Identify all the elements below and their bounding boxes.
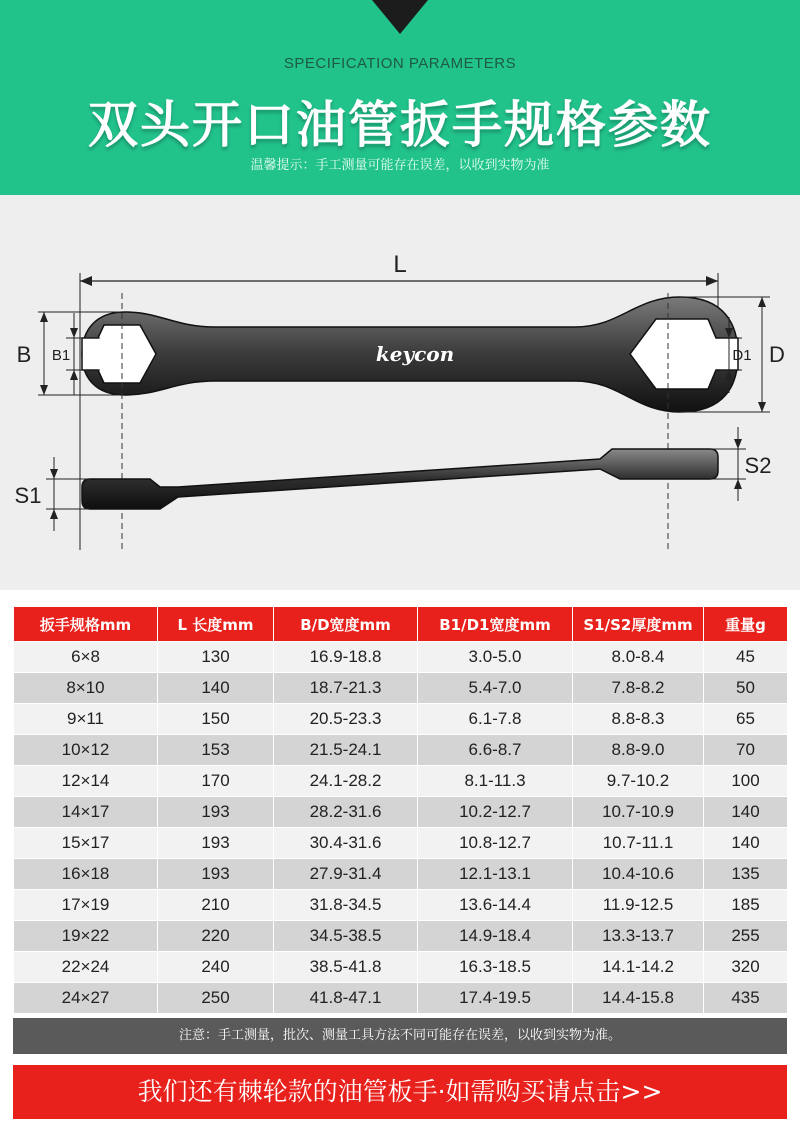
- table-cell: 12×14: [14, 766, 158, 797]
- table-cell: 255: [704, 921, 788, 952]
- table-cell: 30.4-31.6: [274, 828, 418, 859]
- label-b: B: [16, 342, 32, 367]
- table-cell: 16.3-18.5: [418, 952, 573, 983]
- table-cell: 193: [158, 828, 274, 859]
- table-row: [14, 828, 788, 859]
- table-cell: 38.5-41.8: [274, 952, 418, 983]
- table-cell: 135: [704, 859, 788, 890]
- table-cell: 31.8-34.5: [274, 890, 418, 921]
- table-cell: 10×12: [14, 735, 158, 766]
- table-cell: 130: [158, 642, 274, 673]
- table-row: [14, 983, 788, 1014]
- table-cell: 34.5-38.5: [274, 921, 418, 952]
- table-cell: 15×17: [14, 828, 158, 859]
- wrench-diagram: [0, 195, 800, 590]
- dimension-s1: [15, 457, 90, 531]
- table-header-cell: B1/D1宽度mm: [418, 607, 573, 642]
- label-s1: S1: [14, 483, 42, 508]
- table-cell: 185: [704, 890, 788, 921]
- table-cell: 14.1-14.2: [573, 952, 704, 983]
- table-cell: 320: [704, 952, 788, 983]
- page-title: 双头开口油管扳手规格参数: [88, 96, 712, 154]
- table-header-cell: L 长度mm: [158, 607, 274, 642]
- table-cell: 10.7-10.9: [573, 797, 704, 828]
- spec-section: [0, 590, 800, 1131]
- table-cell: 22×24: [14, 952, 158, 983]
- table-row: [14, 735, 788, 766]
- table-row: [14, 704, 788, 735]
- table-cell: 8.1-11.3: [418, 766, 573, 797]
- table-cell: 12.1-13.1: [418, 859, 573, 890]
- table-cell: 41.8-47.1: [274, 983, 418, 1014]
- label-d: D: [769, 342, 785, 367]
- table-header-cell: 重量g: [704, 607, 788, 642]
- header: [0, 0, 800, 195]
- table-row: [14, 642, 788, 673]
- table-cell: 100: [704, 766, 788, 797]
- table-cell: 140: [704, 797, 788, 828]
- dimension-l: [80, 251, 718, 550]
- table-cell: 140: [704, 828, 788, 859]
- table-cell: 8.8-9.0: [573, 735, 704, 766]
- table-cell: 240: [158, 952, 274, 983]
- table-cell: 16.9-18.8: [274, 642, 418, 673]
- wrench-side-view: [82, 449, 718, 509]
- table-cell: 150: [158, 704, 274, 735]
- table-header-cell: B/D宽度mm: [274, 607, 418, 642]
- table-row: [14, 921, 788, 952]
- table-cell: 140: [158, 673, 274, 704]
- table-cell: 10.7-11.1: [573, 828, 704, 859]
- table-cell: 13.3-13.7: [573, 921, 704, 952]
- table-row: [14, 797, 788, 828]
- table-cell: 9.7-10.2: [573, 766, 704, 797]
- wrench-drawing: [0, 195, 800, 590]
- brand-logo: keycon: [375, 342, 455, 366]
- table-cell: 193: [158, 859, 274, 890]
- table-cell: 65: [704, 704, 788, 735]
- table-cell: 8.8-8.3: [573, 704, 704, 735]
- table-cell: 3.0-5.0: [418, 642, 573, 673]
- table-cell: 17.4-19.5: [418, 983, 573, 1014]
- table-header-row: [14, 607, 788, 642]
- table-cell: 435: [704, 983, 788, 1014]
- table-cell: 13.6-14.4: [418, 890, 573, 921]
- table-cell: 153: [158, 735, 274, 766]
- ratchet-promo-banner[interactable]: 我们还有棘轮款的油管板手·如需购买请点击>>: [13, 1065, 787, 1119]
- table-cell: 6.6-8.7: [418, 735, 573, 766]
- table-cell: 9×11: [14, 704, 158, 735]
- table-cell: 27.9-31.4: [274, 859, 418, 890]
- measurement-note: 注意：手工测量，批次、测量工具方法不同可能存在误差，以收到实物为准。: [13, 1018, 787, 1054]
- table-cell: 6.1-7.8: [418, 704, 573, 735]
- table-cell: 16×18: [14, 859, 158, 890]
- table-cell: 20.5-23.3: [274, 704, 418, 735]
- table-cell: 21.5-24.1: [274, 735, 418, 766]
- table-row: [14, 859, 788, 890]
- table-header-cell: 扳手规格mm: [14, 607, 158, 642]
- table-cell: 24.1-28.2: [274, 766, 418, 797]
- label-l: L: [393, 251, 407, 278]
- label-d1: D1: [732, 347, 752, 364]
- table-cell: 50: [704, 673, 788, 704]
- table-cell: 10.8-12.7: [418, 828, 573, 859]
- top-notch-decoration: [372, 0, 428, 34]
- subtitle-en: SPECIFICATION PARAMETERS: [283, 55, 517, 72]
- table-cell: 220: [158, 921, 274, 952]
- table-cell: 14.4-15.8: [573, 983, 704, 1014]
- table-cell: 14.9-18.4: [418, 921, 573, 952]
- table-cell: 8.0-8.4: [573, 642, 704, 673]
- table-row: [14, 952, 788, 983]
- table-cell: 10.4-10.6: [573, 859, 704, 890]
- table-cell: 8×10: [14, 673, 158, 704]
- table-cell: 210: [158, 890, 274, 921]
- table-cell: 6×8: [14, 642, 158, 673]
- table-header-cell: S1/S2厚度mm: [573, 607, 704, 642]
- label-s2: S2: [744, 453, 772, 478]
- table-row: [14, 673, 788, 704]
- table-cell: 10.2-12.7: [418, 797, 573, 828]
- table-cell: 170: [158, 766, 274, 797]
- table-body: [14, 642, 788, 1014]
- table-cell: 24×27: [14, 983, 158, 1014]
- table-cell: 14×17: [14, 797, 158, 828]
- table-cell: 7.8-8.2: [573, 673, 704, 704]
- wrench-top-view: [82, 297, 738, 412]
- table-row: [14, 766, 788, 797]
- table-cell: 45: [704, 642, 788, 673]
- spec-table: [13, 606, 788, 1014]
- table-cell: 5.4-7.0: [418, 673, 573, 704]
- table-cell: 11.9-12.5: [573, 890, 704, 921]
- table-cell: 19×22: [14, 921, 158, 952]
- label-b1: B1: [51, 347, 71, 364]
- table-cell: 250: [158, 983, 274, 1014]
- table-cell: 70: [704, 735, 788, 766]
- table-row: [14, 890, 788, 921]
- table-cell: 28.2-31.6: [274, 797, 418, 828]
- hint-text: 温馨提示：手工测量可能存在误差，以收到实物为准: [250, 158, 550, 173]
- table-cell: 193: [158, 797, 274, 828]
- table-cell: 18.7-21.3: [274, 673, 418, 704]
- dimension-s2: [710, 427, 771, 501]
- table-cell: 17×19: [14, 890, 158, 921]
